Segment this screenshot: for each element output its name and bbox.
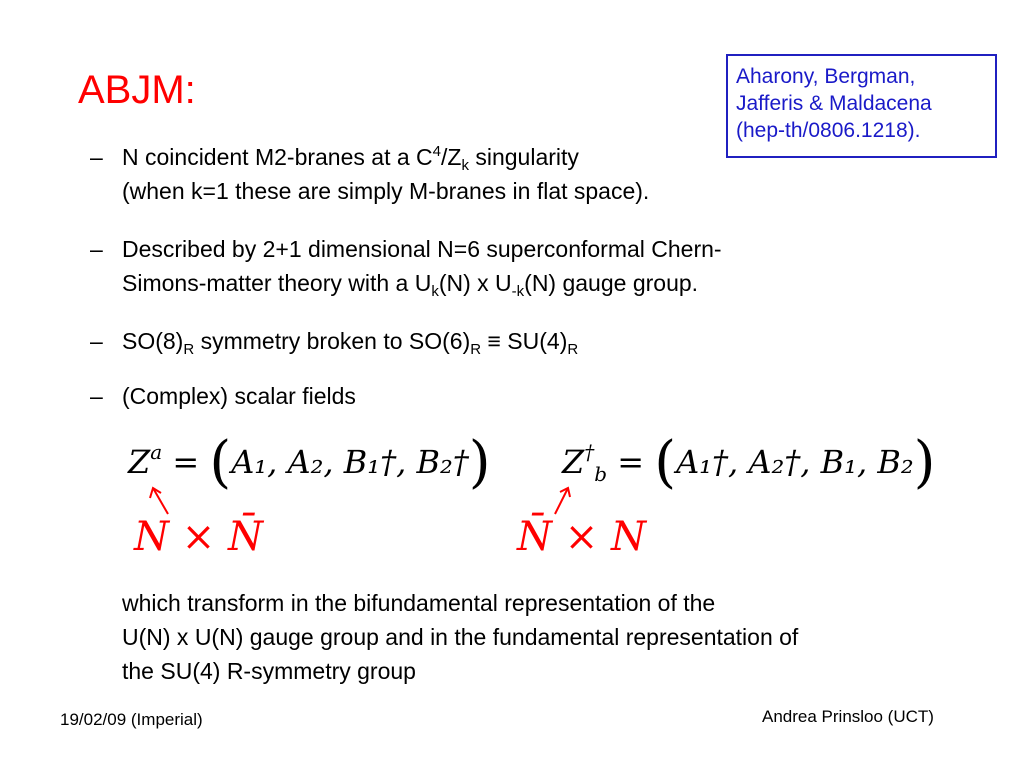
bullet-1-line-2: (when k=1 these are simply M-branes in flat space). [122,178,650,204]
paragraph-line-3: the SU(4) R-symmetry group [122,658,416,684]
eq2-lhs-sub: b [594,462,608,486]
bullet-3-sub-2: R [470,341,482,358]
bullet-dash: – [90,383,103,409]
bullet-3-text-a: SO(8) [122,328,184,354]
eq2-lhs-sup: † [584,440,595,464]
bullet-1-sup: 4 [432,143,441,160]
bullet-dash: – [90,328,103,354]
eq2-close-paren: ) [913,430,936,495]
eq2-equals: = [607,443,655,481]
reference-line-3: (hep-th/0806.1218). [736,119,921,142]
bullet-2-text-c: (N) gauge group. [524,270,699,296]
bullet-3-sub-3: R [567,341,579,358]
representation-2: N̄ × N [517,514,646,560]
eq2-open-paren: ( [654,430,677,495]
bullet-3-sub-1: R [183,341,195,358]
bullet-2-text-a: Simons-matter theory with a U [122,270,432,296]
eq1-lhs-sup: a [150,440,163,464]
eq1-open-paren: ( [209,430,232,495]
bullet-dash: – [90,236,103,262]
eq1-args: A₁, A₂, B₁†, B₂† [231,443,469,481]
footer-author: Andrea Prinsloo (UCT) [762,707,934,726]
bullet-1-sub: k [461,157,469,174]
representation-1: N × N̄ [134,514,263,560]
bullet-3-text-b: symmetry broken to SO(6) [194,328,471,354]
bullet-1-text-a: N coincident M2-branes at a C [122,144,433,170]
reference-line-1: Aharony, Bergman, [736,65,916,88]
bullet-4-line-1: (Complex) scalar fields [122,383,356,409]
footer-date: 19/02/09 (Imperial) [60,710,203,729]
eq2-lhs: Z [562,443,585,481]
bullet-2-line-1: Described by 2+1 dimensional N=6 superconformal Chern- [122,236,722,262]
eq2-args: A₁†, A₂†, B₁, B₂ [676,443,914,481]
reference-line-2: Jafferis & Maldacena [736,92,932,115]
paragraph-line-2: U(N) x U(N) gauge group and in the fundamental representation of [122,624,799,650]
eq1-lhs: Z [128,443,151,481]
bullet-1-text-c: singularity [468,144,579,170]
bullet-3-text-c: ≡ SU(4) [481,328,568,354]
bullet-1-text-b: /Z [441,144,462,170]
eq1-close-paren: ) [468,430,491,495]
bullet-2-text-b: (N) x U [438,270,512,296]
eq1-equals: = [162,443,210,481]
paragraph-line-1: which transform in the bifundamental representation of the [122,590,716,616]
bullet-dash: – [90,144,103,170]
bullet-2-sub-1: k [431,283,439,300]
bullet-2-sub-2: -k [511,283,525,300]
slide-title: ABJM: [78,68,196,112]
